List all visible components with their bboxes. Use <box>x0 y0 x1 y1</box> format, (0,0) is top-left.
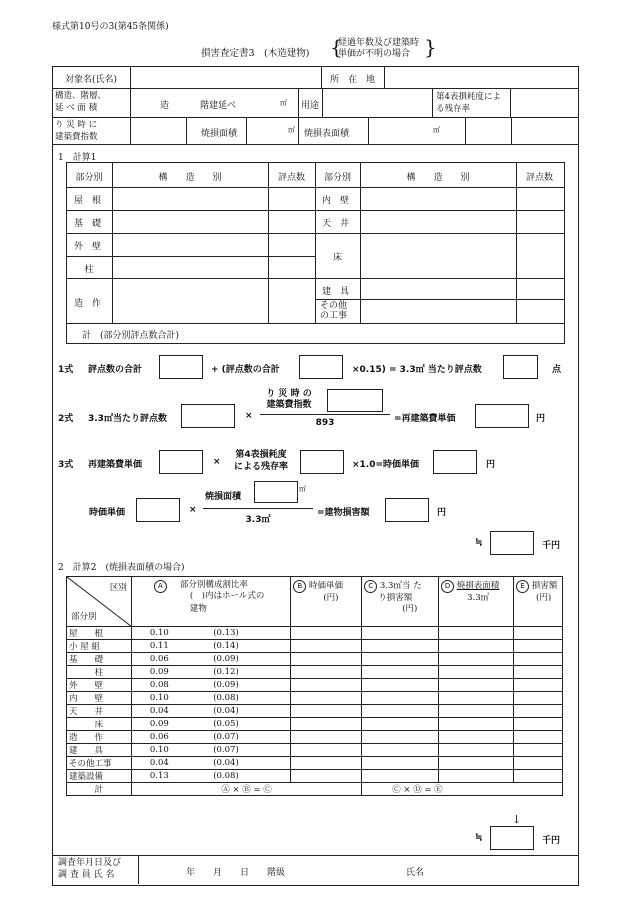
f4-text1: 時価単価 <box>89 508 126 518</box>
calc1-col-score: 評点数 <box>525 173 553 183</box>
mark-d: D <box>441 580 454 593</box>
index-label-line: り 災 時 に <box>55 120 98 130</box>
unit-m2: ㎡ <box>288 126 295 134</box>
table-row <box>67 666 563 679</box>
f4-times: × <box>189 505 197 515</box>
footer-name: 氏名 <box>406 868 425 878</box>
calc2-part: 造 作 <box>67 731 132 744</box>
calc2-unit-price-cell[interactable] <box>291 744 362 757</box>
calc2-burnt-surface-cell[interactable] <box>439 666 514 679</box>
calc1-part: 造 作 <box>74 299 102 309</box>
f4-area-box[interactable] <box>254 481 298 503</box>
f4-num-unit: ㎡ <box>299 485 306 493</box>
calc2-burnt-surface-cell[interactable] <box>439 653 514 666</box>
calc2-unit-price-cell[interactable] <box>291 679 362 692</box>
calc2-unit-price-cell[interactable] <box>291 705 362 718</box>
usage-field[interactable] <box>325 91 425 114</box>
calc2-table <box>66 576 563 796</box>
calc2-unit-price-cell[interactable] <box>291 731 362 744</box>
calc1-part: 外 壁 <box>74 242 102 252</box>
f4-value-box[interactable] <box>136 498 180 522</box>
f3-result-box[interactable] <box>433 450 477 474</box>
calc1-part: 内 壁 <box>322 196 350 206</box>
thousand-yen-box[interactable] <box>490 531 534 555</box>
calc2-ratio: 0.13 <box>131 770 191 783</box>
calc2-part: その他工事 <box>67 757 132 770</box>
calc2-hall-ratio: (0.04) <box>191 757 291 770</box>
calc2-unit-price-cell[interactable] <box>291 718 362 731</box>
unit-m2: ㎡ <box>280 99 287 107</box>
calc2-ratio: 0.10 <box>131 744 191 757</box>
calc2-loss-cell[interactable] <box>514 718 563 731</box>
f2-unit: 円 <box>536 414 546 424</box>
calc2-part: 内 壁 <box>67 692 132 705</box>
calc2-hall-ratio: (0.14) <box>191 640 291 653</box>
calc2-part: 床 <box>67 718 132 731</box>
f1-result-box[interactable] <box>503 355 538 379</box>
calc2-colA-header <box>131 577 290 627</box>
structure-label-line: 構造、階層、 <box>55 91 107 101</box>
calc2-burnt-surface-cell[interactable] <box>439 718 514 731</box>
approx-sign: ≒ <box>475 833 483 843</box>
calc2-colE-header <box>514 577 563 627</box>
calc2-formula-left: Ⓐ × Ⓑ = Ⓒ <box>131 783 361 796</box>
calc2-ratio: 0.09 <box>131 718 191 731</box>
f3-result: ×1.0=時価単価 <box>352 460 420 470</box>
calc1-col-score: 評点数 <box>277 173 305 183</box>
calc1-col-structure: 構 造 別 <box>158 173 222 183</box>
f4-result: =建物損害額 <box>317 508 370 518</box>
calc2-unit-price-cell[interactable] <box>291 757 362 770</box>
f2-times: × <box>245 411 253 421</box>
title-note <box>338 38 419 60</box>
table-row <box>67 653 563 666</box>
calc2-ratio: 0.10 <box>131 692 191 705</box>
calc2-total-label: 計 <box>67 783 132 796</box>
unit-m2: ㎡ <box>433 126 440 134</box>
calc2-unit-price-cell[interactable] <box>291 653 362 666</box>
f3-unit: 円 <box>486 460 496 470</box>
f1-label: 1式 <box>58 365 74 375</box>
calc2-burnt-surface-cell[interactable] <box>439 757 514 770</box>
calc2-colA-label <box>180 580 264 602</box>
calc2-colB-line: (円) <box>323 593 339 603</box>
calc2-burnt-surface-cell[interactable] <box>439 640 514 653</box>
page-title: 損害査定書3 (木造建物) <box>201 48 310 59</box>
calc1-col-part: 部分別 <box>75 173 103 183</box>
calc2-hall-ratio: (0.08) <box>191 692 291 705</box>
down-arrow-icon: ↓ <box>512 813 522 826</box>
calc2-ratio: 0.08 <box>131 679 191 692</box>
structure-label <box>55 90 106 114</box>
mark-b: B <box>293 580 306 593</box>
calc1-part: 建 具 <box>322 287 350 297</box>
mark-c: C <box>364 580 377 593</box>
f2-denominator: 893 <box>315 418 335 428</box>
form-number: 様式第10号の3(第45条関係) <box>52 22 169 32</box>
f2-numerator-line: り 災 時 の <box>266 389 312 399</box>
calc2-colE-line: (円) <box>536 593 552 603</box>
calc2-per-area-loss-cell[interactable] <box>362 653 439 666</box>
footer-label <box>58 857 121 881</box>
calc2-hall-ratio: (0.08) <box>191 770 291 783</box>
f3-mid <box>226 449 296 473</box>
calc2-per-area-loss-cell[interactable] <box>362 770 439 783</box>
calc2-corner-bottom: 部分別 <box>71 612 97 622</box>
f1-text3: ×0.15) = 3.3㎡ 当たり評点数 <box>352 365 482 375</box>
footer-date: 年 月 日 <box>186 868 250 878</box>
calc2-formula-right: Ⓒ × Ⓓ = Ⓔ <box>362 783 563 796</box>
calc2-burnt-surface-cell[interactable] <box>439 731 514 744</box>
burnt-area-label: 焼損面積 <box>201 129 238 139</box>
calc2-ratio: 0.11 <box>131 640 191 653</box>
f2-label: 2式 <box>58 414 74 424</box>
calc1-part: 基 礎 <box>74 219 102 229</box>
calc2-part: 建築設備 <box>67 770 132 783</box>
f3-unit-price-box[interactable] <box>159 450 203 474</box>
usage-label: 用途 <box>301 101 320 111</box>
index-label-line: 建築費指数 <box>55 132 98 142</box>
thousand-yen-label: 千円 <box>542 836 561 846</box>
calc2-colA-line: 部分別構成割比率 <box>179 580 248 590</box>
location-field[interactable] <box>386 69 574 86</box>
calc2-colC-line: (円) <box>402 604 418 614</box>
f2-score-box[interactable] <box>181 404 235 428</box>
structure-floor: 階建延べ <box>200 101 237 111</box>
title-note-line: 経過年数及び建築時 <box>338 38 420 48</box>
calc2-unit-price-cell[interactable] <box>291 640 362 653</box>
calc2-colB-header <box>291 577 362 627</box>
title-note-line: 単価が不明の場合 <box>338 49 411 59</box>
calc1-col-structure: 構 造 別 <box>406 173 470 183</box>
calc2-loss-cell[interactable] <box>514 627 563 640</box>
f4-numerator: 焼損面積 <box>205 492 242 502</box>
f4-result-box[interactable] <box>385 498 429 522</box>
residual-label-line: 第4表損耗度によ <box>436 92 501 102</box>
calc1-part: 柱 <box>84 265 94 275</box>
calc2-colC-header <box>362 577 439 627</box>
calc2-part: 屋 根 <box>67 627 132 640</box>
mark-e: E <box>516 580 529 593</box>
calc2-colC-line: 3.3㎡当 た <box>379 581 422 591</box>
calc2-loss-cell[interactable] <box>514 640 563 653</box>
calc2-ratio: 0.09 <box>131 666 191 679</box>
f3-mid-line: による残存率 <box>233 462 288 472</box>
calc2-loss-cell[interactable] <box>514 770 563 783</box>
index-label <box>55 119 98 143</box>
index-field[interactable] <box>133 120 183 142</box>
residual-label <box>436 91 501 115</box>
calc2-per-area-loss-cell[interactable] <box>362 731 439 744</box>
calc1-heading: 1 計算1 <box>58 153 97 163</box>
residual-field[interactable] <box>513 91 573 114</box>
table-row <box>67 757 563 770</box>
f2-numerator <box>256 389 322 411</box>
calc2-colD-line: 焼損表面積 <box>456 581 500 591</box>
calc2-colE-line: 損害額 <box>531 581 558 591</box>
calc2-hall-ratio: (0.04) <box>191 705 291 718</box>
calc2-per-area-loss-cell[interactable] <box>362 692 439 705</box>
calc2-ratio: 0.04 <box>131 705 191 718</box>
thousand-yen-label: 千円 <box>542 541 561 551</box>
calc2-loss-cell[interactable] <box>514 705 563 718</box>
f2-result-box[interactable] <box>475 404 529 428</box>
calc2-loss-cell[interactable] <box>514 757 563 770</box>
calc2-per-area-loss-cell[interactable] <box>362 744 439 757</box>
calc2-part: 基 礎 <box>67 653 132 666</box>
footer-label-line: 調査年月日及び <box>58 858 122 868</box>
calc2-unit-price-cell[interactable] <box>291 666 362 679</box>
calc2-unit-price-cell[interactable] <box>291 627 362 640</box>
calc2-hall-ratio: (0.12) <box>191 666 291 679</box>
table-row <box>67 718 563 731</box>
calc2-hall-ratio: (0.09) <box>191 679 291 692</box>
calc1-total-label: 計 (部分別評点数合計) <box>82 331 180 341</box>
calc2-ratio: 0.06 <box>131 653 191 666</box>
f3-text1: 再建築費単価 <box>88 460 143 470</box>
f3-label: 3式 <box>58 460 74 470</box>
calc2-part: 小 屋 組 <box>67 640 132 653</box>
calc2-ratio: 0.10 <box>131 627 191 640</box>
calc2-loss-cell[interactable] <box>514 679 563 692</box>
calc2-colA-line: ( )内はホール式の <box>189 591 265 601</box>
table-row <box>67 731 563 744</box>
f1-text2: + (評点数の合計 <box>211 365 280 375</box>
calc1-part-other-line: その他 <box>320 301 348 311</box>
calc2-burnt-surface-cell[interactable] <box>439 627 514 640</box>
calc1-part: 天 井 <box>322 219 350 229</box>
calc2-colD-line: 3.3㎡ <box>467 593 490 603</box>
calc2-colD-header <box>439 577 514 627</box>
calc1-part-other-line: の工事 <box>320 311 348 321</box>
calc2-thousand-yen-box[interactable] <box>490 826 534 850</box>
calc2-per-area-loss-cell[interactable] <box>362 757 439 770</box>
calc2-per-area-loss-cell[interactable] <box>362 640 439 653</box>
calc2-corner-top: 区別 <box>109 583 127 593</box>
structure-zou: 造 <box>160 101 170 111</box>
calc2-burnt-surface-cell[interactable] <box>439 744 514 757</box>
calc2-burnt-surface-cell[interactable] <box>439 692 514 705</box>
location-label: 所 在 地 <box>329 75 375 85</box>
table-row <box>67 770 563 783</box>
f1-score-sum2-box[interactable] <box>299 355 343 379</box>
mark-a: A <box>154 580 167 593</box>
calc2-unit-price-cell[interactable] <box>291 692 362 705</box>
subject-label: 対象名(氏名) <box>64 75 118 85</box>
f2-index-box[interactable] <box>327 389 383 412</box>
f2-text1: 3.3㎡当たり評点数 <box>88 414 167 424</box>
f2-result: =再建築費単価 <box>394 414 456 424</box>
calc2-body <box>67 627 563 783</box>
f1-unit: 点 <box>552 365 562 375</box>
calc2-loss-cell[interactable] <box>514 692 563 705</box>
calc2-per-area-loss-cell[interactable] <box>362 705 439 718</box>
calc2-loss-cell[interactable] <box>514 666 563 679</box>
calc2-unit-price-cell[interactable] <box>291 770 362 783</box>
table-row <box>67 692 563 705</box>
f1-score-sum-box[interactable] <box>159 355 203 379</box>
table-row <box>67 627 563 640</box>
calc2-total-row <box>67 783 563 796</box>
calc2-burnt-surface-cell[interactable] <box>439 679 514 692</box>
calc2-loss-cell[interactable] <box>514 731 563 744</box>
calc2-part: 天 井 <box>67 705 132 718</box>
calc2-part: 外 壁 <box>67 679 132 692</box>
approx-sign: ≒ <box>475 538 483 548</box>
table-row <box>67 744 563 757</box>
calc1-part: 床 <box>332 253 342 263</box>
f3-mid-line: 第4表損耗度 <box>235 450 287 460</box>
f2-numerator-line: 建築費指数 <box>266 400 312 410</box>
calc2-colA-line: 建物 <box>189 604 207 614</box>
f3-times: × <box>213 457 221 467</box>
f1-text1: 評点数の合計 <box>88 365 143 375</box>
calc2-ratio: 0.06 <box>131 731 191 744</box>
structure-label-line: 延 べ 面 積 <box>55 103 98 113</box>
calc2-corner <box>67 577 132 627</box>
residual-label-line: る残存率 <box>436 104 471 114</box>
calc1-part: 屋 根 <box>74 196 102 206</box>
calc2-per-area-loss-cell[interactable] <box>362 666 439 679</box>
footer-rank: 階級 <box>267 868 286 878</box>
calc2-hall-ratio: (0.09) <box>191 653 291 666</box>
calc2-per-area-loss-cell[interactable] <box>362 627 439 640</box>
burnt-surface-label: 焼損表面積 <box>304 129 350 139</box>
title-brace-right: } <box>424 35 437 59</box>
calc2-hall-ratio: (0.05) <box>191 718 291 731</box>
calc2-loss-cell[interactable] <box>514 744 563 757</box>
calc2-ratio: 0.04 <box>131 757 191 770</box>
calc2-part: 柱 <box>67 666 132 679</box>
f3-residual-box[interactable] <box>300 450 344 474</box>
calc2-colB-line: 時価単価 <box>309 581 344 591</box>
f4-unit: 円 <box>437 508 447 518</box>
table-row <box>67 640 563 653</box>
calc2-per-area-loss-cell[interactable] <box>362 718 439 731</box>
calc2-burnt-surface-cell[interactable] <box>439 705 514 718</box>
calc1-part-other <box>320 301 347 321</box>
calc2-colC-line: り損害額 <box>378 593 413 603</box>
table-row <box>67 679 563 692</box>
calc2-burnt-surface-cell[interactable] <box>439 770 514 783</box>
calc2-heading: 2 計算2 (焼損表面積の場合) <box>58 563 185 573</box>
title-brace-left: { <box>330 35 343 59</box>
calc2-loss-cell[interactable] <box>514 653 563 666</box>
calc2-hall-ratio: (0.07) <box>191 744 291 757</box>
calc2-hall-ratio: (0.13) <box>191 627 291 640</box>
footer-label-line: 調 査 員 氏 名 <box>58 870 115 880</box>
table-row <box>67 705 563 718</box>
f4-denominator: 3.3㎡ <box>245 515 271 525</box>
calc2-hall-ratio: (0.07) <box>191 731 291 744</box>
calc2-per-area-loss-cell[interactable] <box>362 679 439 692</box>
calc1-col-part: 部分別 <box>323 173 351 183</box>
subject-field[interactable] <box>132 69 320 86</box>
calc2-part: 建 具 <box>67 744 132 757</box>
